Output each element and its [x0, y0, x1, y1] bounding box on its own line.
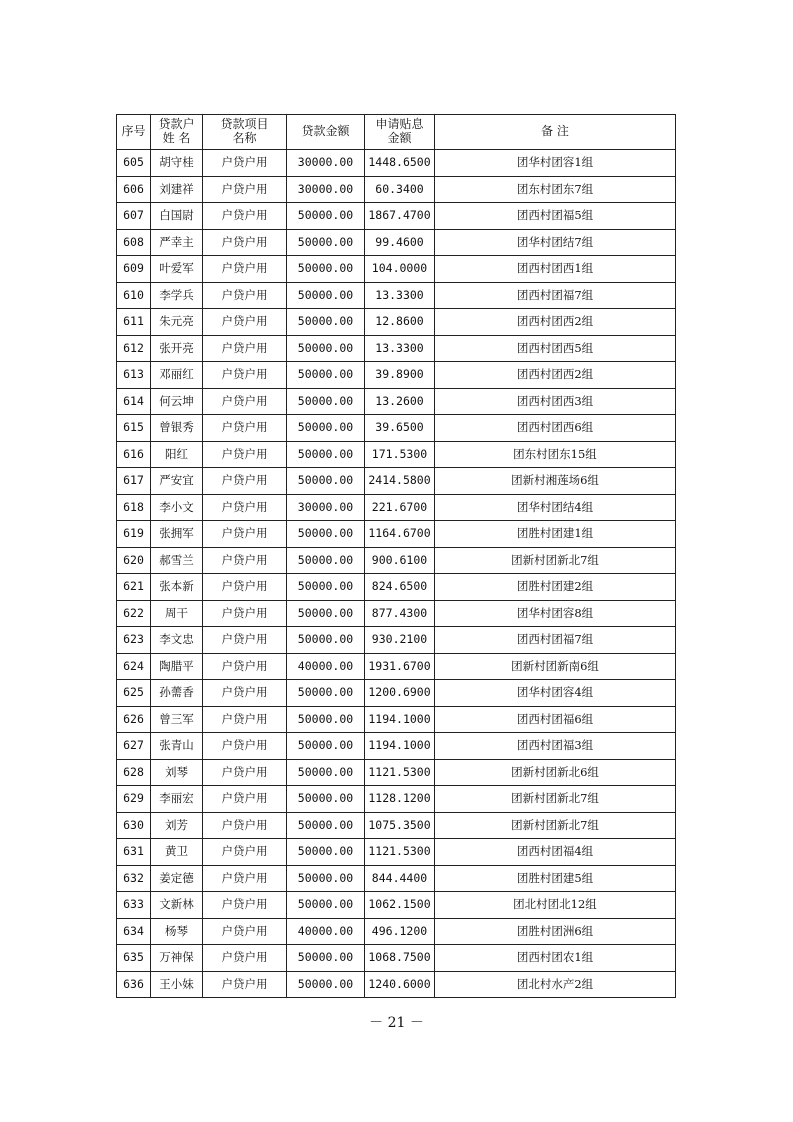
table-row [117, 733, 676, 760]
cell-subsidy-amount: 1194.1000 [365, 706, 435, 733]
cell-note: 团西村团西2组 [435, 309, 676, 336]
table-row [117, 971, 676, 998]
cell-subsidy-amount: 1164.6700 [365, 521, 435, 548]
cell-project-name: 户贷户用 [203, 150, 287, 177]
cell-subsidy-amount: 104.0000 [365, 256, 435, 283]
cell-index: 605 [117, 150, 151, 177]
cell-loan-amount: 50000.00 [287, 786, 365, 813]
cell-borrower-name: 陶腊平 [151, 653, 203, 680]
cell-subsidy-amount: 900.6100 [365, 547, 435, 574]
cell-subsidy-amount: 1194.1000 [365, 733, 435, 760]
cell-note: 团西村团福7组 [435, 627, 676, 654]
header-note: 备 注 [435, 115, 676, 150]
cell-index: 610 [117, 282, 151, 309]
cell-index: 625 [117, 680, 151, 707]
cell-subsidy-amount: 12.8600 [365, 309, 435, 336]
cell-subsidy-amount: 930.2100 [365, 627, 435, 654]
table-row [117, 256, 676, 283]
cell-index: 631 [117, 839, 151, 866]
cell-project-name: 户贷户用 [203, 256, 287, 283]
cell-note: 团西村团西2组 [435, 362, 676, 389]
cell-borrower-name: 刘芳 [151, 812, 203, 839]
cell-note: 团北村水产2组 [435, 971, 676, 998]
cell-note: 团华村团结7组 [435, 229, 676, 256]
cell-borrower-name: 李学兵 [151, 282, 203, 309]
cell-loan-amount: 50000.00 [287, 547, 365, 574]
cell-note: 团西村团西1组 [435, 256, 676, 283]
cell-index: 627 [117, 733, 151, 760]
header-borrower-line2: 姓 名 [162, 131, 191, 145]
cell-loan-amount: 50000.00 [287, 627, 365, 654]
loan-subsidy-table [116, 114, 676, 998]
header-index: 序号 [117, 115, 151, 150]
cell-loan-amount: 50000.00 [287, 362, 365, 389]
cell-loan-amount: 30000.00 [287, 150, 365, 177]
header-borrower-line1: 贷款户 [158, 117, 195, 132]
cell-note: 团西村团西3组 [435, 388, 676, 415]
cell-index: 624 [117, 653, 151, 680]
cell-index: 621 [117, 574, 151, 601]
cell-borrower-name: 万神保 [151, 945, 203, 972]
cell-loan-amount: 50000.00 [287, 388, 365, 415]
cell-loan-amount: 50000.00 [287, 256, 365, 283]
cell-subsidy-amount: 1867.4700 [365, 203, 435, 230]
cell-subsidy-amount: 221.6700 [365, 494, 435, 521]
table-row [117, 203, 676, 230]
cell-subsidy-amount: 13.3300 [365, 282, 435, 309]
cell-project-name: 户贷户用 [203, 892, 287, 919]
cell-note: 团华村团容1组 [435, 150, 676, 177]
table-row [117, 362, 676, 389]
cell-project-name: 户贷户用 [203, 176, 287, 203]
cell-borrower-name: 李小文 [151, 494, 203, 521]
cell-project-name: 户贷户用 [203, 335, 287, 362]
table-row [117, 229, 676, 256]
cell-borrower-name: 姜定德 [151, 865, 203, 892]
cell-subsidy-amount: 1128.1200 [365, 786, 435, 813]
cell-loan-amount: 50000.00 [287, 468, 365, 495]
table-row [117, 388, 676, 415]
cell-project-name: 户贷户用 [203, 415, 287, 442]
cell-index: 636 [117, 971, 151, 998]
cell-borrower-name: 张拥军 [151, 521, 203, 548]
cell-project-name: 户贷户用 [203, 388, 287, 415]
cell-loan-amount: 40000.00 [287, 918, 365, 945]
cell-index: 626 [117, 706, 151, 733]
cell-index: 632 [117, 865, 151, 892]
cell-project-name: 户贷户用 [203, 653, 287, 680]
cell-index: 622 [117, 600, 151, 627]
cell-subsidy-amount: 1931.6700 [365, 653, 435, 680]
cell-loan-amount: 50000.00 [287, 521, 365, 548]
cell-note: 团西村团福3组 [435, 733, 676, 760]
cell-index: 635 [117, 945, 151, 972]
cell-loan-amount: 50000.00 [287, 415, 365, 442]
table-row [117, 415, 676, 442]
cell-loan-amount: 50000.00 [287, 335, 365, 362]
table-row [117, 627, 676, 654]
cell-borrower-name: 孙薷香 [151, 680, 203, 707]
cell-borrower-name: 胡守桂 [151, 150, 203, 177]
cell-loan-amount: 50000.00 [287, 441, 365, 468]
cell-loan-amount: 50000.00 [287, 892, 365, 919]
cell-project-name: 户贷户用 [203, 759, 287, 786]
cell-note: 团华村团结4组 [435, 494, 676, 521]
cell-note: 团新村团新北7组 [435, 786, 676, 813]
cell-borrower-name: 曾三军 [151, 706, 203, 733]
cell-subsidy-amount: 13.2600 [365, 388, 435, 415]
header-subsidy-line2: 金额 [387, 131, 412, 145]
table-row [117, 759, 676, 786]
cell-note: 团胜村团建2组 [435, 574, 676, 601]
cell-subsidy-amount: 2414.5800 [365, 468, 435, 495]
cell-borrower-name: 严安宜 [151, 468, 203, 495]
cell-project-name: 户贷户用 [203, 468, 287, 495]
table-row [117, 865, 676, 892]
cell-subsidy-amount: 39.8900 [365, 362, 435, 389]
table-row [117, 521, 676, 548]
cell-borrower-name: 何云坤 [151, 388, 203, 415]
cell-note: 团西村团西6组 [435, 415, 676, 442]
cell-subsidy-amount: 1062.1500 [365, 892, 435, 919]
cell-project-name: 户贷户用 [203, 812, 287, 839]
cell-note: 团胜村团建1组 [435, 521, 676, 548]
table-row [117, 918, 676, 945]
header-project-line1: 贷款项目 [220, 117, 269, 132]
cell-borrower-name: 刘建祥 [151, 176, 203, 203]
table-row [117, 547, 676, 574]
cell-borrower-name: 张本新 [151, 574, 203, 601]
cell-loan-amount: 50000.00 [287, 812, 365, 839]
cell-subsidy-amount: 1200.6900 [365, 680, 435, 707]
cell-index: 629 [117, 786, 151, 813]
cell-borrower-name: 李文忠 [151, 627, 203, 654]
header-project [203, 115, 287, 150]
cell-loan-amount: 50000.00 [287, 839, 365, 866]
table-row [117, 812, 676, 839]
header-subsidy-line1: 申请贴息 [375, 117, 424, 132]
table-row [117, 441, 676, 468]
cell-project-name: 户贷户用 [203, 282, 287, 309]
cell-subsidy-amount: 99.4600 [365, 229, 435, 256]
header-amount: 贷款金额 [287, 115, 365, 150]
cell-project-name: 户贷户用 [203, 229, 287, 256]
cell-loan-amount: 30000.00 [287, 494, 365, 521]
cell-index: 607 [117, 203, 151, 230]
table-row [117, 653, 676, 680]
cell-subsidy-amount: 1240.6000 [365, 971, 435, 998]
cell-borrower-name: 王小妹 [151, 971, 203, 998]
cell-note: 团东村团东15组 [435, 441, 676, 468]
cell-subsidy-amount: 13.3300 [365, 335, 435, 362]
cell-borrower-name: 杨琴 [151, 918, 203, 945]
cell-index: 620 [117, 547, 151, 574]
table-row [117, 892, 676, 919]
cell-subsidy-amount: 1121.5300 [365, 759, 435, 786]
cell-note: 团西村团福4组 [435, 839, 676, 866]
cell-project-name: 户贷户用 [203, 547, 287, 574]
cell-project-name: 户贷户用 [203, 971, 287, 998]
cell-project-name: 户贷户用 [203, 309, 287, 336]
cell-note: 团新村团新南6组 [435, 653, 676, 680]
cell-borrower-name: 文新林 [151, 892, 203, 919]
cell-project-name: 户贷户用 [203, 362, 287, 389]
cell-index: 619 [117, 521, 151, 548]
cell-loan-amount: 50000.00 [287, 574, 365, 601]
cell-borrower-name: 阳红 [151, 441, 203, 468]
table-header-row [117, 115, 676, 150]
cell-note: 团东村团东7组 [435, 176, 676, 203]
cell-note: 团华村团容8组 [435, 600, 676, 627]
cell-subsidy-amount: 60.3400 [365, 176, 435, 203]
cell-borrower-name: 朱元亮 [151, 309, 203, 336]
cell-borrower-name: 张青山 [151, 733, 203, 760]
table-row [117, 786, 676, 813]
table-body [117, 150, 676, 998]
cell-index: 623 [117, 627, 151, 654]
cell-subsidy-amount: 844.4400 [365, 865, 435, 892]
table-row [117, 600, 676, 627]
cell-note: 团胜村团洲6组 [435, 918, 676, 945]
cell-loan-amount: 50000.00 [287, 945, 365, 972]
cell-index: 633 [117, 892, 151, 919]
table-row [117, 706, 676, 733]
cell-project-name: 户贷户用 [203, 706, 287, 733]
cell-loan-amount: 40000.00 [287, 653, 365, 680]
cell-note: 团新村团新北7组 [435, 547, 676, 574]
cell-borrower-name: 张开亮 [151, 335, 203, 362]
table-row [117, 176, 676, 203]
cell-project-name: 户贷户用 [203, 733, 287, 760]
cell-loan-amount: 50000.00 [287, 865, 365, 892]
table-row [117, 574, 676, 601]
cell-subsidy-amount: 1068.7500 [365, 945, 435, 972]
cell-loan-amount: 50000.00 [287, 680, 365, 707]
cell-index: 615 [117, 415, 151, 442]
cell-index: 612 [117, 335, 151, 362]
cell-note: 团西村团农1组 [435, 945, 676, 972]
cell-project-name: 户贷户用 [203, 574, 287, 601]
cell-project-name: 户贷户用 [203, 786, 287, 813]
cell-subsidy-amount: 496.1200 [365, 918, 435, 945]
cell-project-name: 户贷户用 [203, 521, 287, 548]
cell-index: 609 [117, 256, 151, 283]
cell-note: 团新村湘莲场6组 [435, 468, 676, 495]
cell-note: 团北村团北12组 [435, 892, 676, 919]
table-row [117, 150, 676, 177]
cell-index: 616 [117, 441, 151, 468]
cell-subsidy-amount: 1075.3500 [365, 812, 435, 839]
table-row [117, 945, 676, 972]
cell-loan-amount: 30000.00 [287, 176, 365, 203]
header-subsidy [365, 115, 435, 150]
cell-subsidy-amount: 39.6500 [365, 415, 435, 442]
cell-borrower-name: 严幸主 [151, 229, 203, 256]
cell-index: 617 [117, 468, 151, 495]
cell-index: 611 [117, 309, 151, 336]
cell-note: 团新村团新北7组 [435, 812, 676, 839]
cell-loan-amount: 50000.00 [287, 309, 365, 336]
cell-subsidy-amount: 824.6500 [365, 574, 435, 601]
cell-loan-amount: 50000.00 [287, 229, 365, 256]
cell-index: 614 [117, 388, 151, 415]
table-row [117, 468, 676, 495]
cell-project-name: 户贷户用 [203, 441, 287, 468]
cell-subsidy-amount: 1121.5300 [365, 839, 435, 866]
cell-project-name: 户贷户用 [203, 494, 287, 521]
table-row [117, 335, 676, 362]
cell-borrower-name: 郝雪兰 [151, 547, 203, 574]
cell-note: 团华村团容4组 [435, 680, 676, 707]
cell-index: 628 [117, 759, 151, 786]
cell-note: 团新村团新北6组 [435, 759, 676, 786]
cell-index: 618 [117, 494, 151, 521]
table-row [117, 680, 676, 707]
cell-borrower-name: 黄卫 [151, 839, 203, 866]
cell-index: 630 [117, 812, 151, 839]
cell-loan-amount: 50000.00 [287, 733, 365, 760]
cell-note: 团胜村团建5组 [435, 865, 676, 892]
cell-borrower-name: 李丽宏 [151, 786, 203, 813]
cell-project-name: 户贷户用 [203, 680, 287, 707]
cell-project-name: 户贷户用 [203, 945, 287, 972]
cell-project-name: 户贷户用 [203, 918, 287, 945]
cell-borrower-name: 白国尉 [151, 203, 203, 230]
table-row [117, 839, 676, 866]
cell-subsidy-amount: 171.5300 [365, 441, 435, 468]
cell-note: 团西村团福6组 [435, 706, 676, 733]
page-number: － 21 － [369, 1015, 424, 1031]
cell-project-name: 户贷户用 [203, 600, 287, 627]
cell-borrower-name: 周干 [151, 600, 203, 627]
cell-project-name: 户贷户用 [203, 865, 287, 892]
cell-loan-amount: 50000.00 [287, 203, 365, 230]
cell-note: 团西村团福7组 [435, 282, 676, 309]
header-project-line2: 名称 [232, 131, 257, 145]
table-row [117, 282, 676, 309]
cell-borrower-name: 叶爱军 [151, 256, 203, 283]
cell-project-name: 户贷户用 [203, 203, 287, 230]
cell-subsidy-amount: 1448.6500 [365, 150, 435, 177]
cell-borrower-name: 曾银秀 [151, 415, 203, 442]
cell-subsidy-amount: 877.4300 [365, 600, 435, 627]
cell-loan-amount: 50000.00 [287, 759, 365, 786]
cell-note: 团西村团福5组 [435, 203, 676, 230]
cell-borrower-name: 刘琴 [151, 759, 203, 786]
cell-loan-amount: 50000.00 [287, 282, 365, 309]
cell-loan-amount: 50000.00 [287, 706, 365, 733]
cell-index: 634 [117, 918, 151, 945]
cell-index: 613 [117, 362, 151, 389]
cell-loan-amount: 50000.00 [287, 600, 365, 627]
cell-index: 608 [117, 229, 151, 256]
table-row [117, 494, 676, 521]
cell-project-name: 户贷户用 [203, 627, 287, 654]
cell-note: 团西村团西5组 [435, 335, 676, 362]
cell-index: 606 [117, 176, 151, 203]
header-borrower [151, 115, 203, 150]
table-row [117, 309, 676, 336]
cell-loan-amount: 50000.00 [287, 971, 365, 998]
cell-borrower-name: 邓丽红 [151, 362, 203, 389]
cell-project-name: 户贷户用 [203, 839, 287, 866]
